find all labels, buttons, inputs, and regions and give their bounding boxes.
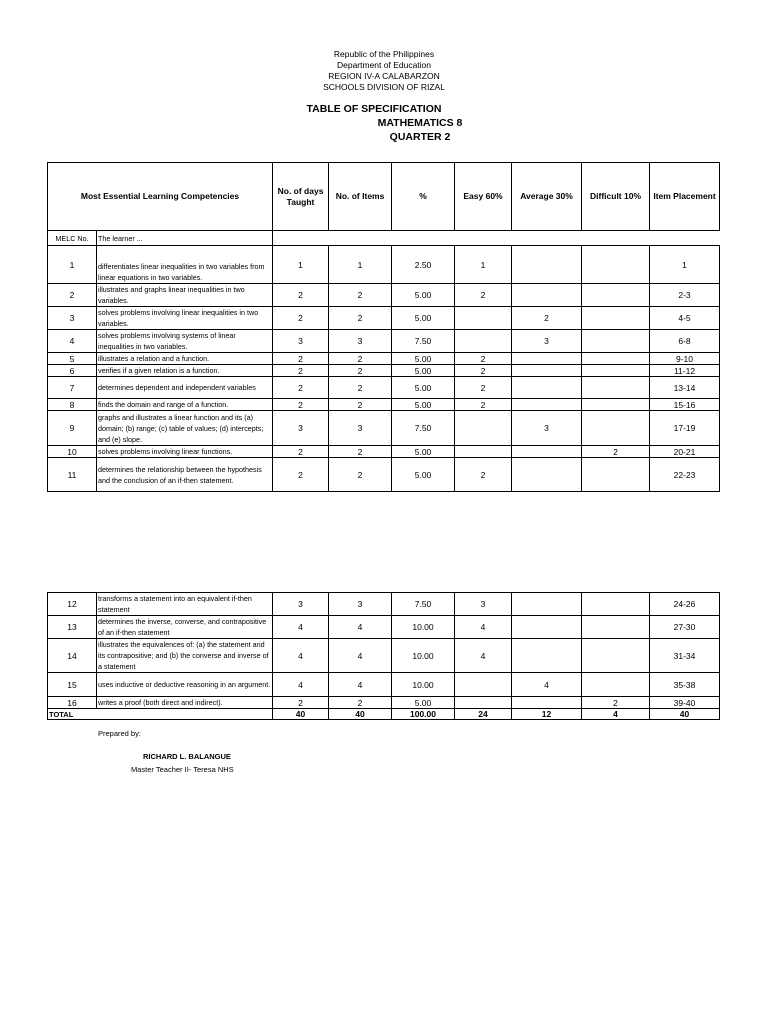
total-percent: 100.00 — [392, 709, 455, 720]
table-row — [48, 353, 720, 365]
average-cell — [512, 399, 582, 411]
competency-text: solves problems involving linear functions. — [97, 446, 273, 458]
days-cell: 3 — [273, 330, 329, 353]
melc-number: 13 — [48, 616, 97, 639]
col-placement: Item Placement — [650, 163, 720, 231]
competency-text: solves problems involving linear inequalities in two variables. — [97, 307, 273, 330]
total-difficult: 4 — [582, 709, 650, 720]
total-row — [48, 709, 720, 720]
document-subject: MATHEMATICS 8 — [377, 117, 463, 129]
table-row — [48, 284, 720, 307]
placement-cell: 17-19 — [650, 411, 720, 446]
percent-cell: 5.00 — [392, 446, 455, 458]
competency-text: determines dependent and independent variables — [97, 377, 273, 399]
col-average: Average 30% — [512, 163, 582, 231]
average-cell: 3 — [512, 411, 582, 446]
easy-cell: 3 — [455, 593, 512, 616]
melc-number: 7 — [48, 377, 97, 399]
melc-number: 2 — [48, 284, 97, 307]
total-days: 40 — [273, 709, 329, 720]
placement-cell: 1 — [650, 246, 720, 284]
table-row — [48, 365, 720, 377]
difficult-cell — [582, 246, 650, 284]
easy-cell — [455, 446, 512, 458]
difficult-cell — [582, 330, 650, 353]
difficult-cell — [582, 284, 650, 307]
total-average: 12 — [512, 709, 582, 720]
melc-number: 12 — [48, 593, 97, 616]
placement-cell: 13-14 — [650, 377, 720, 399]
average-cell — [512, 697, 582, 709]
items-cell: 3 — [329, 330, 392, 353]
melc-number: 5 — [48, 353, 97, 365]
days-cell: 2 — [273, 377, 329, 399]
easy-cell: 2 — [455, 365, 512, 377]
average-cell — [512, 446, 582, 458]
header-row — [48, 163, 720, 231]
items-cell: 2 — [329, 353, 392, 365]
competency-text: verifies if a given relation is a function. — [97, 365, 273, 377]
easy-cell: 2 — [455, 353, 512, 365]
melc-number: 15 — [48, 673, 97, 697]
total-items: 40 — [329, 709, 392, 720]
competency-text: solves problems involving systems of linear inequalities in two variables. — [97, 330, 273, 353]
percent-cell: 10.00 — [392, 673, 455, 697]
table-row — [48, 697, 720, 709]
average-cell: 4 — [512, 673, 582, 697]
easy-cell: 2 — [455, 399, 512, 411]
percent-cell: 5.00 — [392, 365, 455, 377]
table-row — [48, 377, 720, 399]
easy-cell: 2 — [455, 284, 512, 307]
competency-text: differentiates linear inequalities in two variables from linear equations in two variables. — [97, 246, 273, 284]
average-cell — [512, 616, 582, 639]
days-cell: 4 — [273, 673, 329, 697]
preparer-name: RICHARD L. BALANGUE — [143, 752, 231, 761]
header-department: Department of Education — [336, 60, 432, 70]
table-row — [48, 458, 720, 492]
difficult-cell — [582, 377, 650, 399]
table-row — [48, 639, 720, 673]
competency-text: transforms a statement into an equivalent if-then statement — [97, 593, 273, 616]
placement-cell: 9-10 — [650, 353, 720, 365]
days-cell: 2 — [273, 446, 329, 458]
easy-cell: 4 — [455, 616, 512, 639]
placement-cell: 27-30 — [650, 616, 720, 639]
items-cell: 3 — [329, 411, 392, 446]
melc-number: 10 — [48, 446, 97, 458]
items-cell: 4 — [329, 673, 392, 697]
total-placement: 40 — [650, 709, 720, 720]
difficult-cell — [582, 399, 650, 411]
placement-cell: 24-26 — [650, 593, 720, 616]
items-cell: 3 — [329, 593, 392, 616]
average-cell — [512, 353, 582, 365]
melc-no-label: MELC No. — [48, 231, 97, 246]
average-cell — [512, 639, 582, 673]
items-cell: 2 — [329, 307, 392, 330]
placement-cell: 39-40 — [650, 697, 720, 709]
col-items: No. of Items — [329, 163, 392, 231]
col-difficult: Difficult 10% — [582, 163, 650, 231]
average-cell — [512, 365, 582, 377]
items-cell: 2 — [329, 399, 392, 411]
specification-table — [47, 162, 720, 492]
melc-number: 16 — [48, 697, 97, 709]
table-row — [48, 246, 720, 284]
table-row — [48, 330, 720, 353]
items-cell: 2 — [329, 458, 392, 492]
percent-cell: 5.00 — [392, 399, 455, 411]
days-cell: 2 — [273, 284, 329, 307]
competency-text: writes a proof (both direct and indirect). — [97, 697, 273, 709]
easy-cell: 2 — [455, 458, 512, 492]
easy-cell — [455, 697, 512, 709]
placement-cell: 11-12 — [650, 365, 720, 377]
melc-number: 1 — [48, 246, 97, 284]
days-cell: 2 — [273, 697, 329, 709]
placement-cell: 6-8 — [650, 330, 720, 353]
difficult-cell — [582, 307, 650, 330]
total-label: TOTAL — [48, 709, 273, 720]
melc-number: 3 — [48, 307, 97, 330]
competency-text: illustrates and graphs linear inequalities in two variables. — [97, 284, 273, 307]
col-competencies: Most Essential Learning Competencies — [48, 163, 273, 231]
melc-number: 6 — [48, 365, 97, 377]
easy-cell — [455, 411, 512, 446]
easy-cell — [455, 673, 512, 697]
average-cell — [512, 377, 582, 399]
placement-cell: 4-5 — [650, 307, 720, 330]
percent-cell: 7.50 — [392, 330, 455, 353]
table-row — [48, 593, 720, 616]
average-cell: 2 — [512, 307, 582, 330]
learner-label: The learner ... — [97, 231, 273, 246]
difficult-cell: 2 — [582, 446, 650, 458]
percent-cell: 5.00 — [392, 377, 455, 399]
days-cell: 4 — [273, 639, 329, 673]
percent-cell: 5.00 — [392, 353, 455, 365]
items-cell: 2 — [329, 697, 392, 709]
days-cell: 3 — [273, 411, 329, 446]
document-quarter: QUARTER 2 — [389, 131, 451, 143]
competency-text: graphs and illustrates a linear function and its (a) domain; (b) range; (c) table of values; (d) intercepts; and (e) slope. — [97, 411, 273, 446]
days-cell: 2 — [273, 399, 329, 411]
placement-cell: 31-34 — [650, 639, 720, 673]
melc-number: 4 — [48, 330, 97, 353]
competency-text: illustrates the equivalences of: (a) the statement and its contrapositive; and (b) the converse and inverse of a statement — [97, 639, 273, 673]
table-row — [48, 399, 720, 411]
preparer-position: Master Teacher II- Teresa NHS — [131, 765, 234, 774]
average-cell — [512, 246, 582, 284]
items-cell: 2 — [329, 284, 392, 307]
header-republic: Republic of the Philippines — [333, 49, 435, 59]
days-cell: 2 — [273, 365, 329, 377]
days-cell: 2 — [273, 458, 329, 492]
days-cell: 1 — [273, 246, 329, 284]
col-easy: Easy 60% — [455, 163, 512, 231]
average-cell: 3 — [512, 330, 582, 353]
average-cell — [512, 284, 582, 307]
items-cell: 4 — [329, 639, 392, 673]
placement-cell: 22-23 — [650, 458, 720, 492]
easy-cell: 4 — [455, 639, 512, 673]
document-title: TABLE OF SPECIFICATION — [306, 103, 442, 115]
competency-text: illustrates a relation and a function. — [97, 353, 273, 365]
placement-cell: 2-3 — [650, 284, 720, 307]
col-percent: % — [392, 163, 455, 231]
placement-cell: 20-21 — [650, 446, 720, 458]
difficult-cell — [582, 593, 650, 616]
difficult-cell — [582, 639, 650, 673]
items-cell: 2 — [329, 446, 392, 458]
table-row — [48, 307, 720, 330]
difficult-cell: 2 — [582, 697, 650, 709]
competency-text: determines the inverse, converse, and contrapositive of an if-then statement — [97, 616, 273, 639]
difficult-cell — [582, 673, 650, 697]
average-cell — [512, 458, 582, 492]
header-region: REGION IV-A CALABARZON — [328, 71, 440, 81]
melc-number: 8 — [48, 399, 97, 411]
placement-cell: 35-38 — [650, 673, 720, 697]
difficult-cell — [582, 353, 650, 365]
difficult-cell — [582, 458, 650, 492]
percent-cell: 7.50 — [392, 411, 455, 446]
header-division: SCHOOLS DIVISION OF RIZAL — [323, 82, 445, 92]
difficult-cell — [582, 616, 650, 639]
days-cell: 4 — [273, 616, 329, 639]
easy-cell — [455, 307, 512, 330]
items-cell: 1 — [329, 246, 392, 284]
days-cell: 3 — [273, 593, 329, 616]
melc-number: 11 — [48, 458, 97, 492]
percent-cell: 7.50 — [392, 593, 455, 616]
percent-cell: 5.00 — [392, 697, 455, 709]
days-cell: 2 — [273, 307, 329, 330]
competency-text: uses inductive or deductive reasoning in an argument. — [97, 673, 273, 697]
competency-text: determines the relationship between the hypothesis and the conclusion of an if-then statement. — [97, 458, 273, 492]
total-easy: 24 — [455, 709, 512, 720]
easy-cell: 1 — [455, 246, 512, 284]
table-row — [48, 446, 720, 458]
items-cell: 4 — [329, 616, 392, 639]
difficult-cell — [582, 411, 650, 446]
items-cell: 2 — [329, 365, 392, 377]
melc-number: 14 — [48, 639, 97, 673]
easy-cell — [455, 330, 512, 353]
percent-cell: 10.00 — [392, 639, 455, 673]
table-row — [48, 673, 720, 697]
specification-table-continued — [47, 592, 720, 720]
table-row — [48, 411, 720, 446]
percent-cell: 2.50 — [392, 246, 455, 284]
difficult-cell — [582, 365, 650, 377]
competency-text: finds the domain and range of a function. — [97, 399, 273, 411]
percent-cell: 5.00 — [392, 458, 455, 492]
percent-cell: 5.00 — [392, 284, 455, 307]
prepared-by-label: Prepared by: — [98, 729, 141, 738]
items-cell: 2 — [329, 377, 392, 399]
percent-cell: 10.00 — [392, 616, 455, 639]
table-row — [48, 616, 720, 639]
placement-cell: 15-16 — [650, 399, 720, 411]
percent-cell: 5.00 — [392, 307, 455, 330]
easy-cell: 2 — [455, 377, 512, 399]
col-days: No. of days Taught — [273, 163, 329, 231]
days-cell: 2 — [273, 353, 329, 365]
subheader-row — [48, 231, 720, 246]
melc-number: 9 — [48, 411, 97, 446]
average-cell — [512, 593, 582, 616]
